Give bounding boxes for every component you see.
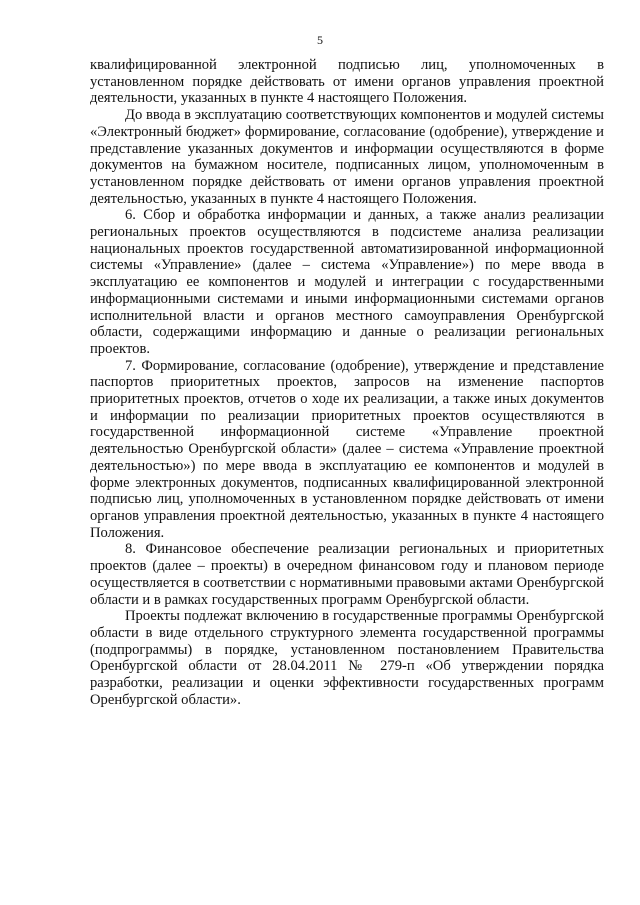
document-body bbox=[90, 57, 604, 708]
paragraph-continuation: квалифицированной электронной подписью лиц, уполномоченных в установленном порядке действовать от имени органов управления проектной деятельности, указанных в пункте 4 настоящего Положения. bbox=[90, 57, 604, 107]
paragraph-electronic-budget: До ввода в эксплуатацию соответствующих компонентов и модулей системы «Электронный бюджет» формирование, согласование (одобрение), утверждение и представление указанных документов и информации осуществляются в форме документов на бумажном носителе, подписанных лицом, уполномоченным в установленном порядке действовать от имени органов управления проектной деятельностью, указанных в пункте 4 настоящего Положения. bbox=[90, 107, 604, 207]
paragraph-item-6: 6. Сбор и обработка информации и данных, а также анализ реализации региональных проектов осуществляются в подсистеме анализа реализации национальных проектов государственной автоматизированной информационной системы «Управление» (далее – система «Управление») по мере ввода в эксплуатацию ее компонентов и модулей и интеграции с государственными информационными системами и иными информационными системами органов исполнительной власти и органов местного самоуправления Оренбургской области, содержащими информацию и данные о реализации региональных проектов. bbox=[90, 207, 604, 357]
page-number: 5 bbox=[317, 33, 323, 47]
paragraph-item-7: 7. Формирование, согласование (одобрение), утверждение и представление паспортов приоритетных проектов, запросов на изменение паспортов приоритетных проектов, отчетов о ходе их реализации, а также иных документов и информации по реализации приоритетных проектов осуществляются в государственной информационной системе «Управление проектной деятельностью Оренбургской области» (далее – система «Управление проектной деятельностью») по мере ввода в эксплуатацию ее компонентов и модулей в форме электронных документов, подписанных квалифицированной электронной подписью лиц, уполномоченных в установленном порядке действовать от имени органов управления проектной деятельностью, указанных в пункте 4 настоящего Положения. bbox=[90, 357, 604, 541]
paragraph-projects-inclusion: Проекты подлежат включению в государственные программы Оренбургской области в виде отдельного структурного элемента государственной программы (подпрограммы) в порядке, установленном постановлением Правительства Оренбургской области от 28.04.2011 № 279-п «Об утверждении порядка разработки, реализации и оценки эффективности государственных программ Оренбургской области». bbox=[90, 608, 604, 708]
paragraph-item-8: 8. Финансовое обеспечение реализации региональных и приоритетных проектов (далее – проекты) в очередном финансовом году и плановом периоде осуществляется в соответствии с нормативными правовыми актами Оренбургской области и в рамках государственных программ Оренбургской области. bbox=[90, 541, 604, 608]
